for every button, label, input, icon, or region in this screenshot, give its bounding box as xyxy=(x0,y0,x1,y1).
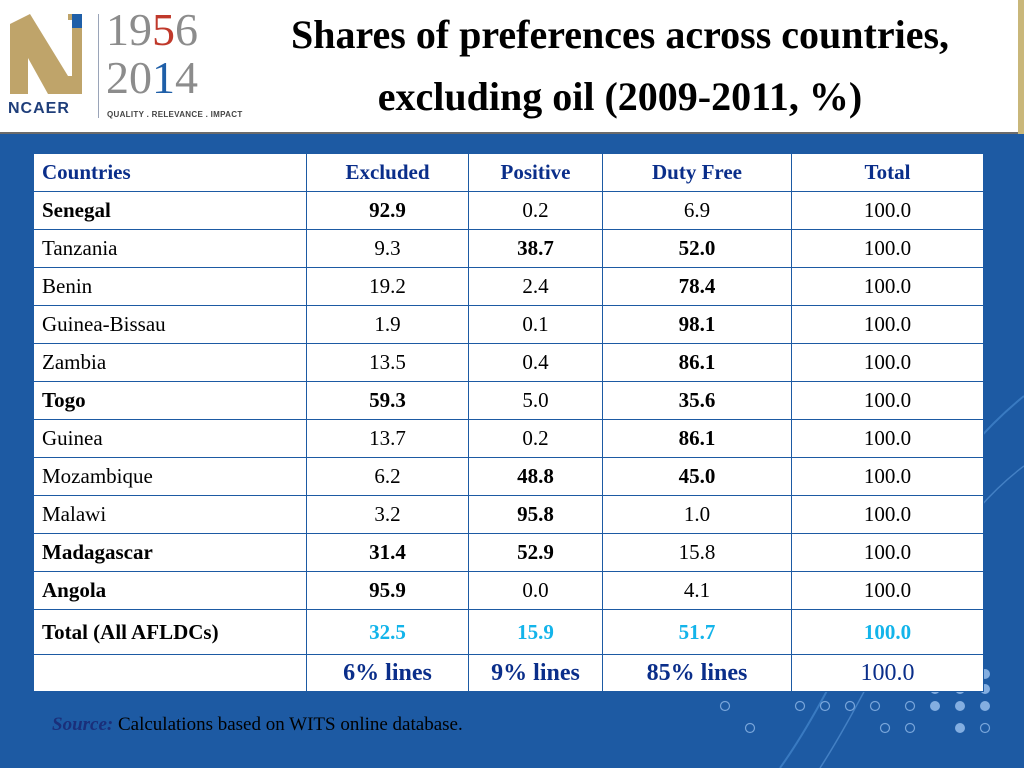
source-note xyxy=(52,714,463,736)
header-countries: Countries xyxy=(34,154,307,192)
table-row xyxy=(34,344,984,382)
cell-duty-free: 86.1 xyxy=(603,344,792,382)
lines-row xyxy=(34,655,984,692)
cell-total: 100.0 xyxy=(792,382,984,420)
cell-country: Senegal xyxy=(34,192,307,230)
table-row xyxy=(34,572,984,610)
table-row xyxy=(34,534,984,572)
total-excluded: 32.5 xyxy=(307,610,469,655)
cell-country: Benin xyxy=(34,268,307,306)
logo-divider xyxy=(98,14,99,118)
cell-positive: 0.2 xyxy=(469,192,603,230)
preferences-table xyxy=(33,153,984,692)
cell-excluded: 9.3 xyxy=(307,230,469,268)
logo-years xyxy=(106,6,226,102)
total-row xyxy=(34,610,984,655)
cell-positive: 2.4 xyxy=(469,268,603,306)
total-total: 100.0 xyxy=(792,610,984,655)
header-duty-free: Duty Free xyxy=(603,154,792,192)
cell-country: Togo xyxy=(34,382,307,420)
table-row xyxy=(34,230,984,268)
cell-positive: 0.4 xyxy=(469,344,603,382)
cell-positive: 0.2 xyxy=(469,420,603,458)
cell-duty-free: 45.0 xyxy=(603,458,792,496)
cell-country: Guinea xyxy=(34,420,307,458)
source-label: Source: xyxy=(52,714,114,735)
cell-excluded: 59.3 xyxy=(307,382,469,420)
cell-country: Zambia xyxy=(34,344,307,382)
cell-total: 100.0 xyxy=(792,230,984,268)
table-row xyxy=(34,268,984,306)
cell-country: Mozambique xyxy=(34,458,307,496)
cell-excluded: 92.9 xyxy=(307,192,469,230)
lines-label xyxy=(34,655,307,692)
cell-duty-free: 35.6 xyxy=(603,382,792,420)
title-line-1: Shares of preferences across countries, xyxy=(290,12,950,57)
cell-duty-free: 6.9 xyxy=(603,192,792,230)
source-text: Calculations based on WITS online database. xyxy=(117,714,463,735)
total-duty-free: 51.7 xyxy=(603,610,792,655)
table-row xyxy=(34,306,984,344)
cell-country: Guinea-Bissau xyxy=(34,306,307,344)
cell-total: 100.0 xyxy=(792,420,984,458)
cell-excluded: 1.9 xyxy=(307,306,469,344)
cell-excluded: 19.2 xyxy=(307,268,469,306)
cell-excluded: 31.4 xyxy=(307,534,469,572)
cell-positive: 5.0 xyxy=(469,382,603,420)
table-header-row xyxy=(34,154,984,192)
header-accent-bar xyxy=(1018,0,1024,134)
cell-country: Madagascar xyxy=(34,534,307,572)
cell-total: 100.0 xyxy=(792,192,984,230)
total-positive: 15.9 xyxy=(469,610,603,655)
cell-country: Angola xyxy=(34,572,307,610)
cell-positive: 48.8 xyxy=(469,458,603,496)
slide-title xyxy=(220,4,1020,128)
table-row xyxy=(34,496,984,534)
slide-header xyxy=(0,0,1024,134)
lines-positive: 9% lines xyxy=(469,655,603,692)
cell-excluded: 95.9 xyxy=(307,572,469,610)
cell-total: 100.0 xyxy=(792,572,984,610)
lines-excluded: 6% lines xyxy=(307,655,469,692)
table-row xyxy=(34,420,984,458)
header-positive: Positive xyxy=(469,154,603,192)
cell-duty-free: 1.0 xyxy=(603,496,792,534)
cell-positive: 52.9 xyxy=(469,534,603,572)
cell-duty-free: 86.1 xyxy=(603,420,792,458)
cell-total: 100.0 xyxy=(792,306,984,344)
table-row xyxy=(34,458,984,496)
cell-country: Malawi xyxy=(34,496,307,534)
cell-positive: 95.8 xyxy=(469,496,603,534)
cell-total: 100.0 xyxy=(792,534,984,572)
cell-total: 100.0 xyxy=(792,496,984,534)
cell-positive: 0.1 xyxy=(469,306,603,344)
ncaer-logo-icon xyxy=(10,14,88,94)
cell-duty-free: 98.1 xyxy=(603,306,792,344)
cell-duty-free: 15.8 xyxy=(603,534,792,572)
table-row xyxy=(34,382,984,420)
cell-positive: 38.7 xyxy=(469,230,603,268)
cell-excluded: 13.5 xyxy=(307,344,469,382)
cell-excluded: 3.2 xyxy=(307,496,469,534)
logo-year-end: 2014 xyxy=(106,52,198,103)
header-excluded: Excluded xyxy=(307,154,469,192)
lines-total: 100.0 xyxy=(792,655,984,692)
lines-duty-free: 85% lines xyxy=(603,655,792,692)
cell-total: 100.0 xyxy=(792,344,984,382)
cell-excluded: 6.2 xyxy=(307,458,469,496)
logo-tagline: QUALITY . RELEVANCE . IMPACT xyxy=(107,110,243,119)
cell-total: 100.0 xyxy=(792,458,984,496)
title-line-2: excluding oil (2009-2011, %) xyxy=(377,74,863,119)
logo-wordmark: NCAER xyxy=(8,100,70,117)
cell-duty-free: 78.4 xyxy=(603,268,792,306)
cell-duty-free: 4.1 xyxy=(603,572,792,610)
header-total: Total xyxy=(792,154,984,192)
total-label: Total (All AFLDCs) xyxy=(34,610,307,655)
cell-total: 100.0 xyxy=(792,268,984,306)
logo-year-start: 1956 xyxy=(106,4,198,55)
table-row xyxy=(34,192,984,230)
cell-country: Tanzania xyxy=(34,230,307,268)
cell-duty-free: 52.0 xyxy=(603,230,792,268)
cell-excluded: 13.7 xyxy=(307,420,469,458)
cell-positive: 0.0 xyxy=(469,572,603,610)
